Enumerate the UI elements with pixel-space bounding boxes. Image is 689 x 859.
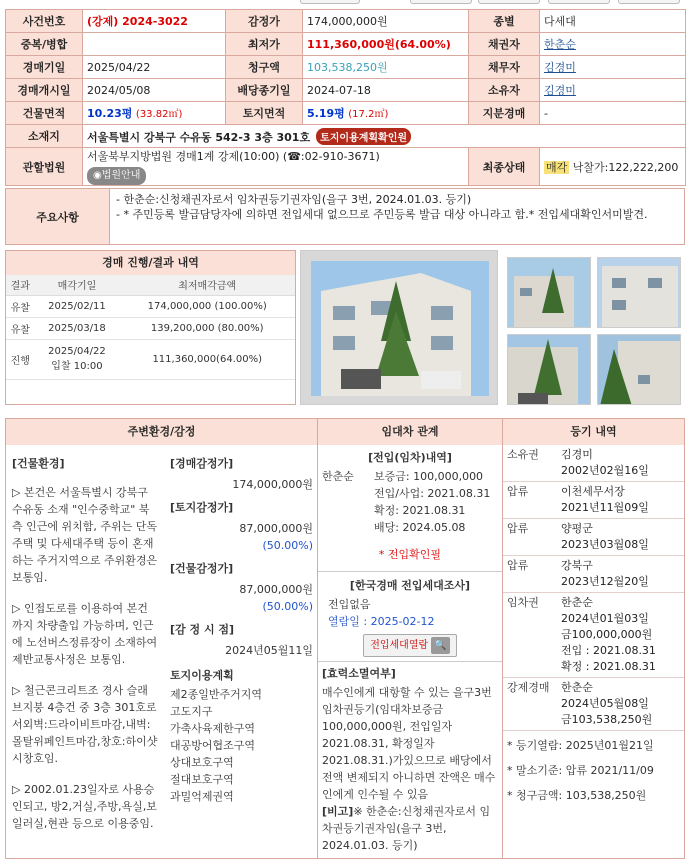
- address: 서울특별시 강북구 수유동 542-3 3층 301호: [87, 130, 311, 144]
- building-appraisal: 87,000,000원: [239, 583, 313, 596]
- env-paragraph: ▷ 2002.01.23일자로 사용승인되고, 방2,거실,주방,욕실,보일러실,현관 등으로 이용중임.: [12, 783, 157, 830]
- env-paragraph: ▷ 철근콘크리트조 경사 슬래브지붕 4층건 중 3층 301호로서외벽:드라이비트마감,내벽:몰탈위페인트마감,창호:하이샷시창호임.: [12, 684, 158, 765]
- registry-value: 2002년02월16일: [561, 464, 649, 477]
- registry-row: [503, 519, 684, 556]
- section-heading: 토지이용계획: [170, 669, 234, 682]
- registry-footer: * 등기열람: 2025년01월21일: [507, 739, 654, 752]
- registry-value: 2023년12월20일: [561, 575, 649, 588]
- land-area: 5.19평: [307, 107, 345, 120]
- registry-type: 소유권: [507, 448, 539, 461]
- registry-row: [503, 445, 684, 482]
- history-table: [6, 275, 295, 380]
- registry-footer: * 청구금액: 103,538,250원: [507, 789, 647, 802]
- building-area-m2: (33.82㎡): [135, 109, 183, 120]
- registry-type: 압류: [507, 485, 529, 498]
- button-label: 전입세대열람: [370, 640, 429, 651]
- table-row: [6, 339, 295, 379]
- panel-title: 임대차 관계: [318, 419, 502, 445]
- date: 2025/04/22: [48, 346, 106, 357]
- panel-title: 주변환경/감정: [6, 419, 317, 445]
- note-line: - 한춘순:신청채권자로서 임차권등기권자임(을구 3번, 2024.01.03. 등기): [116, 193, 472, 206]
- survey-date: 열람일 : 2025-02-12: [328, 615, 435, 628]
- note-line: - * 주민등록 발급담당자에 의하면 전입세대 없으므로 주민등록 발급 대상 아니라고 함.* 전입세대확인서미발견.: [116, 208, 648, 221]
- winning-bid: 낙찰가:122,222,200: [572, 160, 679, 174]
- env-paragraph: ▷ 인접도로를 이용하여 본건까지 차량출입 가능하며, 인근에 노선버스정류장이 소재하여 제반교통사정은 보통임.: [12, 602, 158, 666]
- claim-amount: 103,538,250원: [303, 56, 469, 79]
- label: 감정가: [226, 10, 303, 33]
- registry-value: 금103,538,250원: [561, 713, 653, 726]
- section-heading: [효력소멸여부]: [322, 667, 396, 680]
- registry-panel: [502, 418, 685, 859]
- remark-text: ※ 한춘순:신청채권자로서 임차권등기권자임(을구 3번, 2024.01.03. 등기): [322, 805, 491, 852]
- registry-type: 임차권: [507, 596, 539, 609]
- table-row: [6, 295, 295, 317]
- registry-row: [503, 593, 684, 678]
- tenant-name: 한춘순: [322, 470, 354, 483]
- thumb-photo[interactable]: [507, 334, 591, 405]
- label: 청구액: [226, 56, 303, 79]
- section-heading: [한국경매 전입세대조사]: [349, 579, 471, 592]
- registry-value: 한춘순: [561, 596, 593, 609]
- thumb-photo[interactable]: [507, 257, 591, 328]
- property-type: 다세대: [540, 10, 686, 33]
- registry-value: 전입 : 2021.08.31: [561, 644, 656, 657]
- land-appraisal: 87,000,000원: [239, 522, 313, 535]
- case-info-table: [5, 9, 686, 186]
- court-info: 서울북부지방법원 경매1계 강제(10:00) (☎:02-910-3671): [87, 149, 380, 163]
- registry-value: 2024년05월08일: [561, 697, 649, 710]
- registry-type: 압류: [507, 522, 529, 535]
- label: 중복/병합: [6, 33, 83, 56]
- registry-value: 2023년03월08일: [561, 538, 649, 551]
- label: 경매개시일: [6, 79, 83, 102]
- result: 유찰: [6, 295, 34, 317]
- land-use-item: 대공방어협조구역: [170, 739, 256, 752]
- section-heading: [비고]: [322, 805, 354, 818]
- registry-value: 이천세무서장: [561, 485, 625, 498]
- tenant-detail: 확정: 2021.08.31: [374, 504, 466, 517]
- land-use-item: 고도지구: [170, 705, 213, 718]
- registry-type: 강제경매: [507, 681, 550, 694]
- top-button[interactable]: [300, 0, 360, 4]
- date: 2025/03/18: [34, 317, 119, 339]
- key-notes: [5, 188, 685, 245]
- date: 2025/02/11: [34, 295, 119, 317]
- building-area: 10.23평: [87, 107, 133, 120]
- label: 토지면적: [226, 102, 303, 125]
- registry-row: [503, 678, 684, 731]
- start-date: 2024/05/08: [83, 79, 226, 102]
- label: 관할법원: [6, 148, 83, 186]
- environment-panel: [5, 418, 318, 859]
- creditor-link[interactable]: 한춘순: [544, 38, 576, 51]
- appraisal-value: 174,000,000원: [232, 478, 313, 491]
- table-row: [6, 317, 295, 339]
- status-badge: 매각: [546, 160, 568, 174]
- label: 사건번호: [6, 10, 83, 33]
- panel-title: 등기 내역: [503, 419, 684, 445]
- env-paragraph: ▷ 본건은 서울특별시 강북구 수유동 소재 "인수중학교" 북측 인근에 위치함, 주위는 단독주택 및 다세대주택 등이 혼재하는 주거지역으로 주위환경은 보통임.: [12, 486, 158, 584]
- label: 최저가: [226, 33, 303, 56]
- land-pct: (50.00%): [262, 539, 313, 552]
- building-pct: (50.00%): [262, 600, 313, 613]
- registry-value: 양평군: [561, 522, 593, 535]
- survey-result: 전입없음: [328, 598, 371, 611]
- check-note: * 전입확인필: [378, 548, 442, 561]
- land-use-item: 과밀억제권역: [170, 790, 234, 803]
- registry-value: 강북구: [561, 559, 593, 572]
- registry-value: 2021년11월09일: [561, 501, 649, 514]
- end-date: 2024-07-18: [303, 79, 469, 102]
- price: 139,200,000 (80.00%): [119, 317, 295, 339]
- section-heading: [건물환경]: [12, 457, 65, 470]
- top-button[interactable]: [548, 0, 610, 4]
- label: 채무자: [469, 56, 540, 79]
- share-value: -: [540, 102, 686, 125]
- registry-value: 금100,000,000원: [561, 628, 653, 641]
- section-heading: [전입(임차)내역]: [368, 451, 452, 464]
- land-area-m2: (17.2㎡): [348, 109, 389, 120]
- col-header: 결과: [6, 275, 34, 295]
- section-heading: [토지감정가]: [170, 501, 234, 514]
- section-heading: [경매감정가]: [170, 457, 234, 470]
- label: 소재지: [6, 125, 83, 148]
- tenant-detail: 전입/사업: 2021.08.31: [374, 487, 491, 500]
- view-residents-button[interactable]: [363, 634, 457, 657]
- label: 채권자: [469, 33, 540, 56]
- case-number: (강제) 2024-3022: [83, 10, 226, 33]
- registry-type: 압류: [507, 559, 529, 572]
- label: 배당종기일: [226, 79, 303, 102]
- registry-value: 한춘순: [561, 681, 593, 694]
- auction-history-panel: [5, 250, 296, 405]
- section-heading: [감 정 시 점]: [170, 623, 235, 636]
- result: 진행: [6, 339, 34, 379]
- label: 종별: [469, 10, 540, 33]
- merge-value: [83, 33, 226, 56]
- label: 최종상태: [469, 148, 540, 186]
- land-use-item: 가축사육제한구역: [170, 722, 256, 735]
- registry-row: [503, 482, 684, 519]
- appraisal-date: 2024년05월11일: [225, 644, 313, 657]
- top-button[interactable]: [478, 0, 540, 4]
- label: 경매기일: [6, 56, 83, 79]
- search-icon: 🔍: [431, 637, 449, 654]
- registry-value: 2024년01월03일: [561, 612, 649, 625]
- top-button[interactable]: [618, 0, 680, 4]
- owner-link[interactable]: 김경미: [544, 84, 576, 97]
- court-guide-button[interactable]: ◉법원안내: [87, 167, 146, 185]
- land-use-item: 상대보호구역: [170, 756, 234, 769]
- top-button[interactable]: [410, 0, 472, 4]
- col-header: 매각기일: [34, 275, 119, 295]
- main-photo[interactable]: [300, 250, 498, 405]
- label: 건물면적: [6, 102, 83, 125]
- tenant-detail: 보증금: 100,000,000: [374, 470, 484, 483]
- thumb-photo[interactable]: [597, 334, 681, 405]
- tenant-detail: 배당: 2024.05.08: [374, 521, 466, 534]
- panel-title: 경매 진행/결과 내역: [6, 251, 295, 275]
- thumb-photo[interactable]: [597, 257, 681, 328]
- registry-footer: * 말소기준: 압류 2021/11/09: [507, 764, 654, 777]
- lease-panel: [317, 418, 503, 859]
- label: 지분경매: [469, 102, 540, 125]
- land-use-plan-button[interactable]: 토지이용계획확인원: [316, 128, 411, 145]
- land-use-item: 절대보호구역: [170, 773, 234, 786]
- effect-text: 매수인에게 대항할 수 있는 을구3번 임차권등기(임대차보증금 100,000,000원, 전입일자 2021.08.31, 확정일자 2021.08.31.)가있으므로 배당에서 전액 변제되지 아니하면 잔액은 매수인에게 인수될 수 있음: [322, 686, 496, 801]
- label: 소유자: [469, 79, 540, 102]
- price: 174,000,000 (100.00%): [119, 295, 295, 317]
- registry-value: 김경미: [561, 448, 593, 461]
- price: 111,360,000(64.00%): [119, 339, 295, 379]
- debtor-link[interactable]: 김경미: [544, 61, 576, 74]
- section-heading: [건물감정가]: [170, 562, 234, 575]
- top-buttons: [0, 0, 689, 6]
- auction-date: 2025/04/22: [83, 56, 226, 79]
- result: 유찰: [6, 317, 34, 339]
- appraisal-value: 174,000,000원: [303, 10, 469, 33]
- key-notes-label: 주요사항: [6, 189, 110, 244]
- registry-row: [503, 556, 684, 593]
- bid-time: 입찰 10:00: [51, 361, 103, 372]
- land-use-item: 제2종일반주거지역: [170, 688, 263, 701]
- registry-value: 확정 : 2021.08.31: [561, 660, 656, 673]
- col-header: 최저매각금액: [119, 275, 295, 295]
- min-price: 111,360,000원(64.00%): [303, 33, 469, 56]
